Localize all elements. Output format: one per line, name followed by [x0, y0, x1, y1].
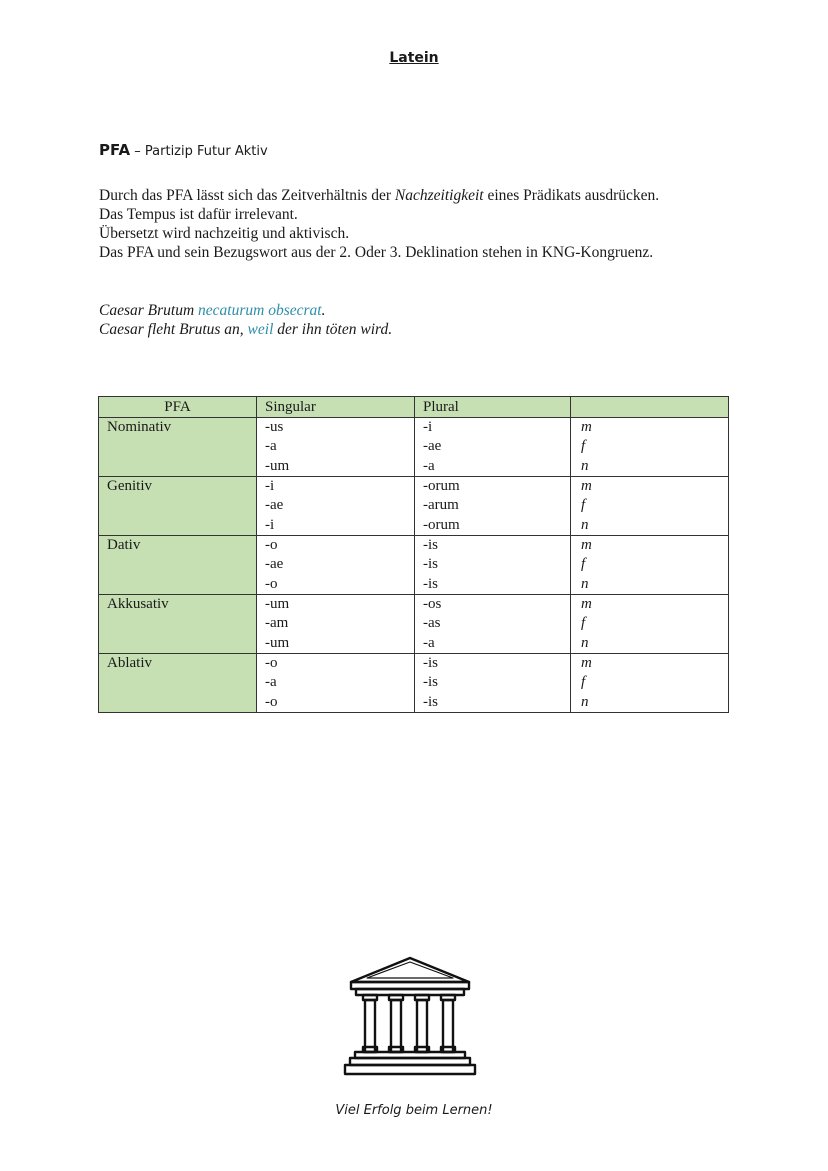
gender-label: n	[581, 457, 589, 474]
singular-ending: -i	[265, 516, 275, 533]
singular-ending: -um	[265, 596, 290, 612]
table-row	[99, 654, 729, 713]
gender-label: m	[581, 596, 592, 612]
plural-ending: -ae	[423, 438, 442, 455]
section-heading	[99, 141, 268, 159]
example-latin	[99, 301, 392, 320]
singular-ending: -um	[265, 634, 290, 651]
page-title: Latein	[389, 50, 439, 66]
genders-cell	[571, 654, 729, 713]
singular-cell	[257, 477, 415, 536]
singular-ending: -us	[265, 419, 284, 435]
gender-label: m	[581, 537, 592, 553]
singular-ending: -a	[265, 674, 277, 691]
genders-cell	[571, 536, 729, 595]
case-name: Nominativ	[99, 418, 257, 477]
header-pfa: PFA	[99, 397, 257, 418]
gender-label: m	[581, 478, 592, 494]
gender-label: f	[581, 615, 586, 632]
plural-ending: -is	[423, 655, 438, 671]
case-name: Genitiv	[99, 477, 257, 536]
header-plural: Plural	[415, 397, 571, 418]
plural-ending: -arum	[423, 497, 459, 514]
header-gender	[571, 397, 729, 418]
singular-ending: -i	[265, 478, 275, 494]
footer-message: Viel Erfolg beim Lernen!	[335, 1103, 493, 1118]
gender-label: n	[581, 693, 589, 710]
example-german-highlight: weil	[247, 321, 274, 338]
plural-cell	[415, 536, 571, 595]
gender-label: f	[581, 674, 586, 691]
intro-line-2: Das Tempus ist dafür irrelevant.	[99, 206, 298, 223]
declension-table	[98, 396, 729, 713]
singular-cell	[257, 418, 415, 477]
plural-ending: -i	[423, 419, 433, 435]
gender-label: n	[581, 575, 589, 592]
example-german-end: der ihn töten wird.	[273, 321, 393, 338]
plural-ending: -orum	[423, 516, 460, 533]
intro-line-1-end: eines Prädikats ausdrücken.	[483, 187, 660, 204]
gender-label: f	[581, 556, 586, 573]
plural-ending: -is	[423, 556, 438, 573]
example-german	[99, 320, 392, 339]
plural-ending: -is	[423, 537, 438, 553]
intro-line-1	[99, 186, 739, 205]
plural-cell	[415, 595, 571, 654]
temple-icon	[343, 955, 477, 1077]
example-latin-start: Caesar Brutum	[99, 302, 199, 319]
singular-ending: -o	[265, 693, 278, 710]
genders-cell	[571, 418, 729, 477]
singular-ending: -ae	[265, 556, 284, 573]
gender-label: n	[581, 634, 589, 651]
singular-cell	[257, 654, 415, 713]
plural-ending: -os	[423, 596, 442, 612]
singular-ending: -o	[265, 575, 278, 592]
genders-cell	[571, 595, 729, 654]
singular-ending: -um	[265, 457, 290, 474]
plural-cell	[415, 654, 571, 713]
plural-ending: -a	[423, 457, 435, 474]
gender-label: m	[581, 655, 592, 671]
singular-ending: -o	[265, 537, 278, 553]
intro-line-1-emphasis: Nachzeitigkeit	[394, 187, 484, 204]
intro-paragraph	[99, 186, 739, 262]
plural-ending: -a	[423, 634, 435, 651]
gender-label: f	[581, 497, 586, 514]
intro-line-1-start: Durch das PFA lässt sich das Zeitverhältnis der	[99, 187, 395, 204]
plural-ending: -is	[423, 575, 438, 592]
table-row	[99, 418, 729, 477]
intro-line-3: Übersetzt wird nachzeitig und aktivisch.	[99, 225, 350, 242]
heading-abbreviation: PFA	[99, 141, 131, 159]
plural-ending: -is	[423, 693, 438, 710]
gender-label: n	[581, 516, 589, 533]
intro-line-4: Das PFA und sein Bezugswort aus der 2. Oder 3. Deklination stehen in KNG-Kongruenz.	[99, 244, 654, 261]
table-row	[99, 595, 729, 654]
gender-label: m	[581, 419, 592, 435]
case-name: Ablativ	[99, 654, 257, 713]
singular-cell	[257, 595, 415, 654]
singular-ending: -am	[265, 615, 289, 632]
case-name: Dativ	[99, 536, 257, 595]
case-name: Akkusativ	[99, 595, 257, 654]
table-row	[99, 477, 729, 536]
plural-cell	[415, 418, 571, 477]
example-latin-highlight: necaturum obsecrat	[198, 302, 322, 319]
plural-ending: -as	[423, 615, 441, 632]
example-latin-end: .	[321, 302, 326, 319]
example-sentences	[99, 301, 392, 339]
plural-ending: -is	[423, 674, 438, 691]
example-german-start: Caesar fleht Brutus an,	[99, 321, 248, 338]
table-row	[99, 536, 729, 595]
heading-text: – Partizip Futur Aktiv	[130, 144, 268, 159]
header-singular: Singular	[257, 397, 415, 418]
plural-ending: -orum	[423, 478, 460, 494]
singular-cell	[257, 536, 415, 595]
table-header-row	[99, 397, 729, 418]
singular-ending: -ae	[265, 497, 284, 514]
singular-ending: -o	[265, 655, 278, 671]
gender-label: f	[581, 438, 586, 455]
singular-ending: -a	[265, 438, 277, 455]
plural-cell	[415, 477, 571, 536]
genders-cell	[571, 477, 729, 536]
